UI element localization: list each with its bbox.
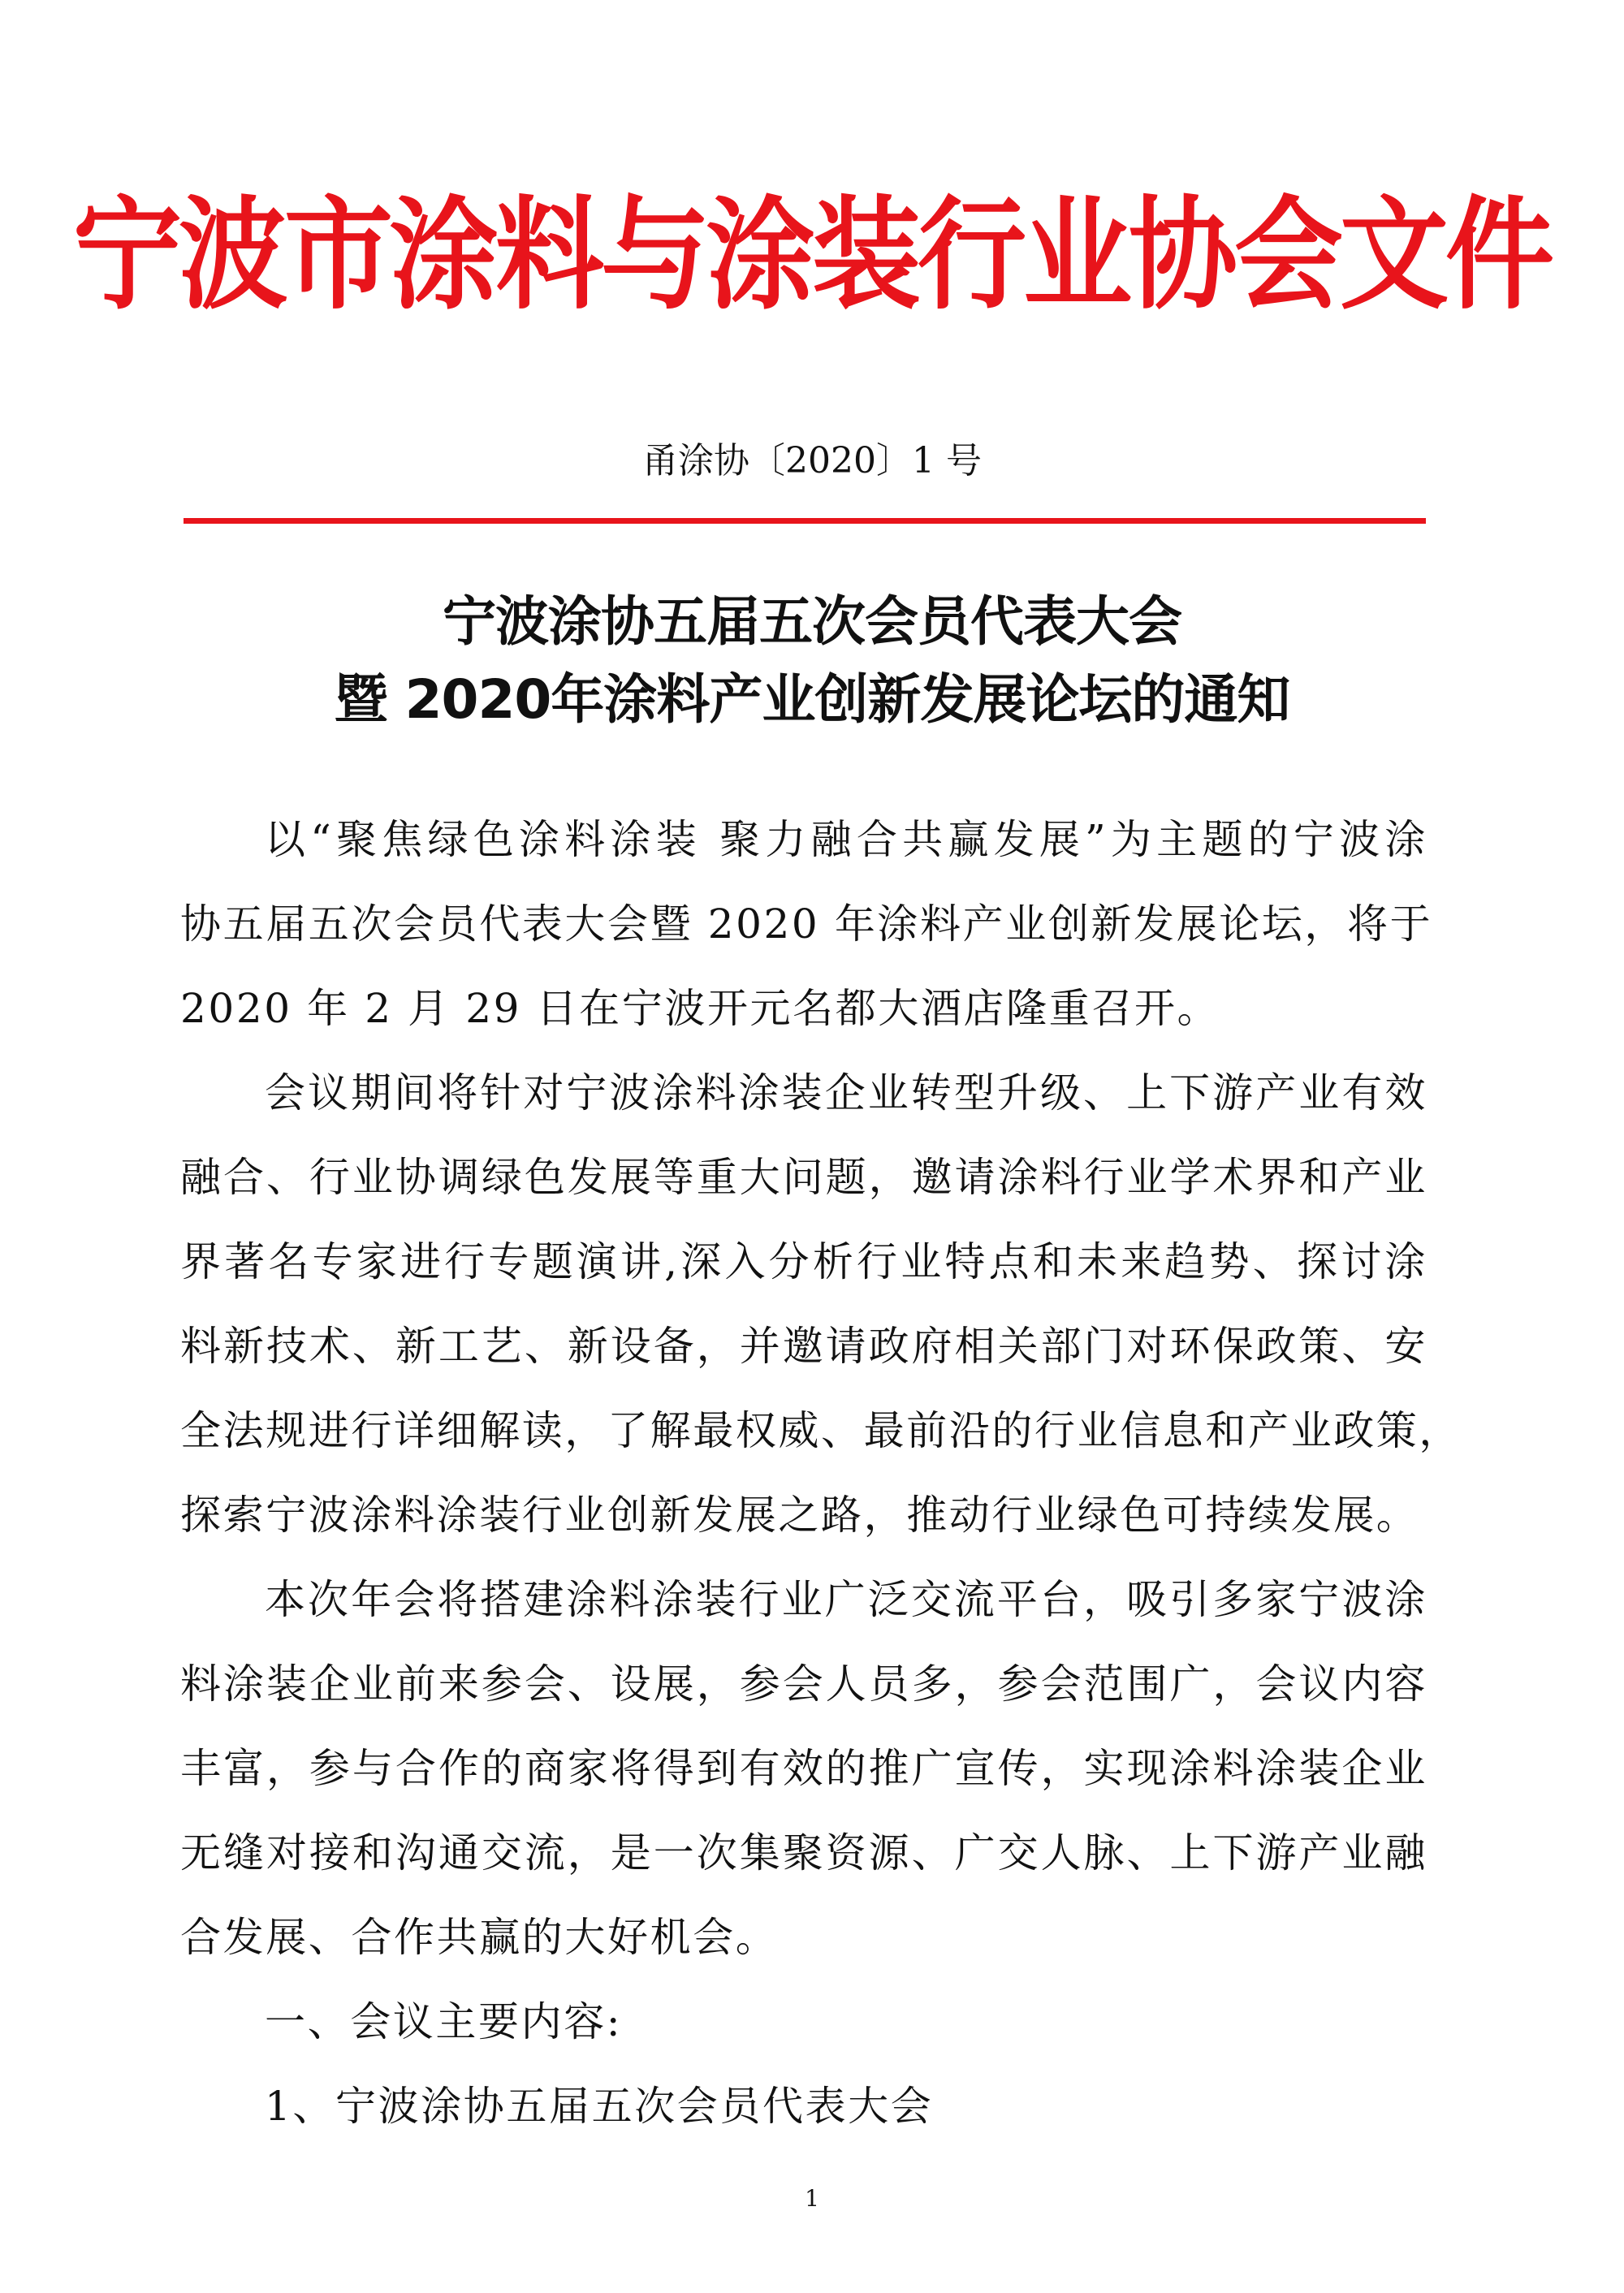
paragraph-line: 协五届五次会员代表大会暨 2020 年涂料产业创新发展论坛，将于: [180, 900, 1433, 948]
paragraph-line: 会议期间将针对宁波涂料涂装企业转型升级、上下游产业有效: [265, 1069, 1427, 1116]
document-body: [180, 797, 1462, 2148]
paragraph-3: [180, 1557, 1427, 1980]
notice-title: [0, 583, 1624, 739]
paragraph-line: 丰富，参与合作的商家将得到有效的推广宣传，实现涂料涂装企业: [180, 1745, 1427, 1792]
notice-title-line-2: 暨 2020年涂料产业创新发展论坛的通知: [334, 668, 1290, 731]
paragraph-line: 无缝对接和沟通交流，是一次集聚资源、广交人脉、上下游产业融: [180, 1829, 1427, 1876]
document-number: 甬涂协〔2020〕1 号: [642, 440, 982, 481]
org-header-title: 宁波市涂料与涂装行业协会文件: [72, 182, 1551, 326]
page-number: 1: [805, 2185, 819, 2212]
red-divider-line: [184, 518, 1426, 524]
paragraph-line: 料新技术、新工艺、新设备，并邀请政府相关部门对环保政策、安: [180, 1323, 1427, 1370]
section-heading-1: 一、会议主要内容:: [265, 1998, 623, 2045]
paragraph-line: 探索宁波涂料涂装行业创新发展之路，推动行业绿色可持续发展。: [180, 1492, 1419, 1539]
paragraph-line: 2020 年 2 月 29 日在宁波开元名都大酒店隆重召开。: [180, 985, 1220, 1032]
paragraph-line: 以“聚焦绿色涂料涂装 聚力融合共赢发展”为主题的宁波涂: [265, 816, 1427, 863]
paragraph-1: [180, 797, 1433, 1051]
paragraph-line: 全法规进行详细解读，了解最权威、最前沿的行业信息和产业政策，: [180, 1407, 1462, 1454]
section-item-1: 1、宁波涂协五届五次会员代表大会: [265, 2083, 934, 2130]
paragraph-line: 合发展、合作共赢的大好机会。: [180, 1914, 779, 1961]
notice-title-line-1: 宁波涂协五届五次会员代表大会: [443, 590, 1181, 653]
paragraph-2: [180, 1051, 1462, 1557]
paragraph-line: 融合、行业协调绿色发展等重大问题，邀请涂料行业学术界和产业: [180, 1154, 1427, 1201]
paragraph-line: 本次年会将搭建涂料涂装行业广泛交流平台，吸引多家宁波涂: [265, 1576, 1427, 1623]
paragraph-line: 界著名专家进行专题演讲,深入分析行业特点和未来趋势、探讨涂: [180, 1238, 1427, 1285]
paragraph-line: 料涂装企业前来参会、设展，参会人员多，参会范围广，会议内容: [180, 1660, 1427, 1708]
